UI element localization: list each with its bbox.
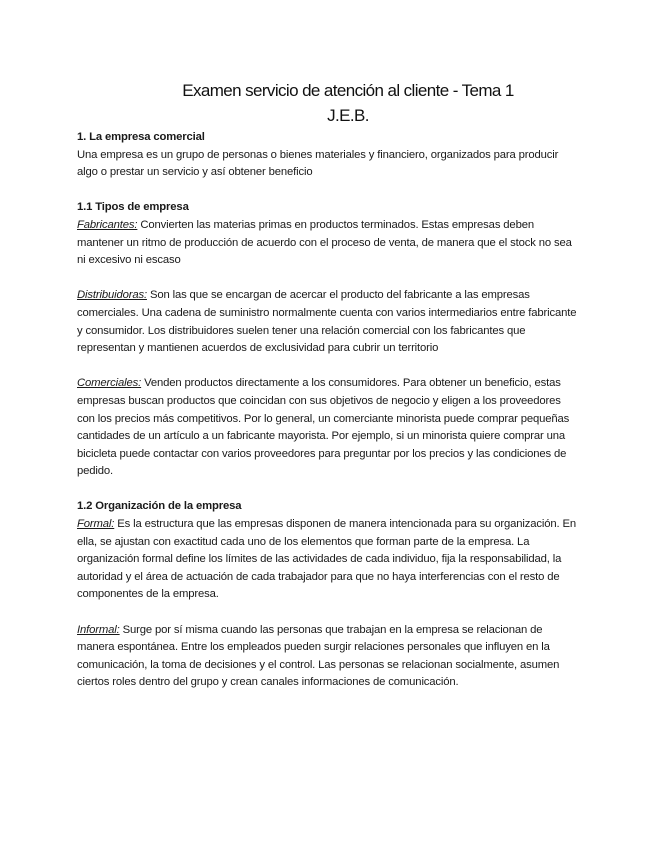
definition-distribuidoras: Son las que se encargan de acercar el producto del fabricante a las empresas comerciales. Una cadena de suministro normalmente cuenta con varios intermediarios entre fabricante y consumidor. Los distribuidores suelen tener una relación comercial con los fabricantes que representan y mantienen acuerdos de exclusividad para cubrir un territorio xyxy=(77,289,577,355)
section-heading: 1.1 Tipos de empresa xyxy=(77,201,189,214)
spacer xyxy=(77,182,577,200)
document-body xyxy=(77,129,577,692)
term-formal: Formal: xyxy=(77,518,115,531)
definition-fabricantes: Convierten las materias primas en productos terminados. Estas empresas deben mantener un ritmo de producción de acuerdo con el proceso de venta, de manera que el stock no sea ni excesivo ni escaso xyxy=(77,218,572,267)
paragraph-comerciales xyxy=(77,375,577,481)
spacer xyxy=(77,358,577,376)
section-heading: 1. La empresa comercial xyxy=(77,131,205,143)
paragraph-formal xyxy=(77,516,577,604)
term-fabricantes: Fabricantes: xyxy=(77,218,138,231)
term-comerciales: Comerciales: xyxy=(77,377,142,390)
paragraph-informal xyxy=(77,622,577,692)
definition-informal: Surge por sí misma cuando las personas que trabajan en la empresa se relacionan de manera espontánea. Entre los empleados pueden surgir relaciones personales que influyen en la comunicación, la toma de decisiones y el control. Las personas se relacionan socialmente, asumen ciertos roles dentro del grupo y crean canales informaciones de comunicación. xyxy=(77,623,560,689)
paragraph: Una empresa es un grupo de personas o bienes materiales y financiero, organizados para producir algo o prestar un servicio y así obtener beneficio xyxy=(77,148,559,179)
paragraph-fabricantes xyxy=(77,217,577,270)
spacer xyxy=(77,270,577,288)
title-block xyxy=(0,78,655,128)
spacer xyxy=(77,604,577,622)
term-distribuidoras: Distribuidoras: xyxy=(77,289,147,302)
definition-formal: Es la estructura que las empresas disponen de manera intencionada para su organización. En ella, se ajustan con exactitud cada uno de los elementos que forman parte de la empresa. La organización formal define los límites de las actividades de cada individuo, fija la responsabilidad, la autoridad y el área de actuación de cada trabajador para que no haya interferencias con el resto de componentes de la empresa. xyxy=(77,518,576,601)
definition-comerciales: Venden productos directamente a los consumidores. Para obtener un beneficio, estas empresas buscan productos que coincidan con sus objetivos de negocio y eligen a los proveedores con los precios más competitivos. Por lo general, un comerciante minorista puede comprar pequeñas cantidades de un artículo a un fabricante mayorista. Por ejemplo, si un minorista quiere comprar una bicicleta puede contactar con varios proveedores para preguntar por los precios y las condiciones de pedido. xyxy=(77,377,570,478)
spacer xyxy=(77,481,577,499)
document-author: J.E.B. xyxy=(327,106,369,125)
paragraph-distribuidoras xyxy=(77,287,577,357)
section-heading: 1.2 Organización de la empresa xyxy=(77,500,242,513)
term-informal: Informal: xyxy=(77,623,120,636)
document-title: Examen servicio de atención al cliente - Tema 1 xyxy=(182,81,514,100)
